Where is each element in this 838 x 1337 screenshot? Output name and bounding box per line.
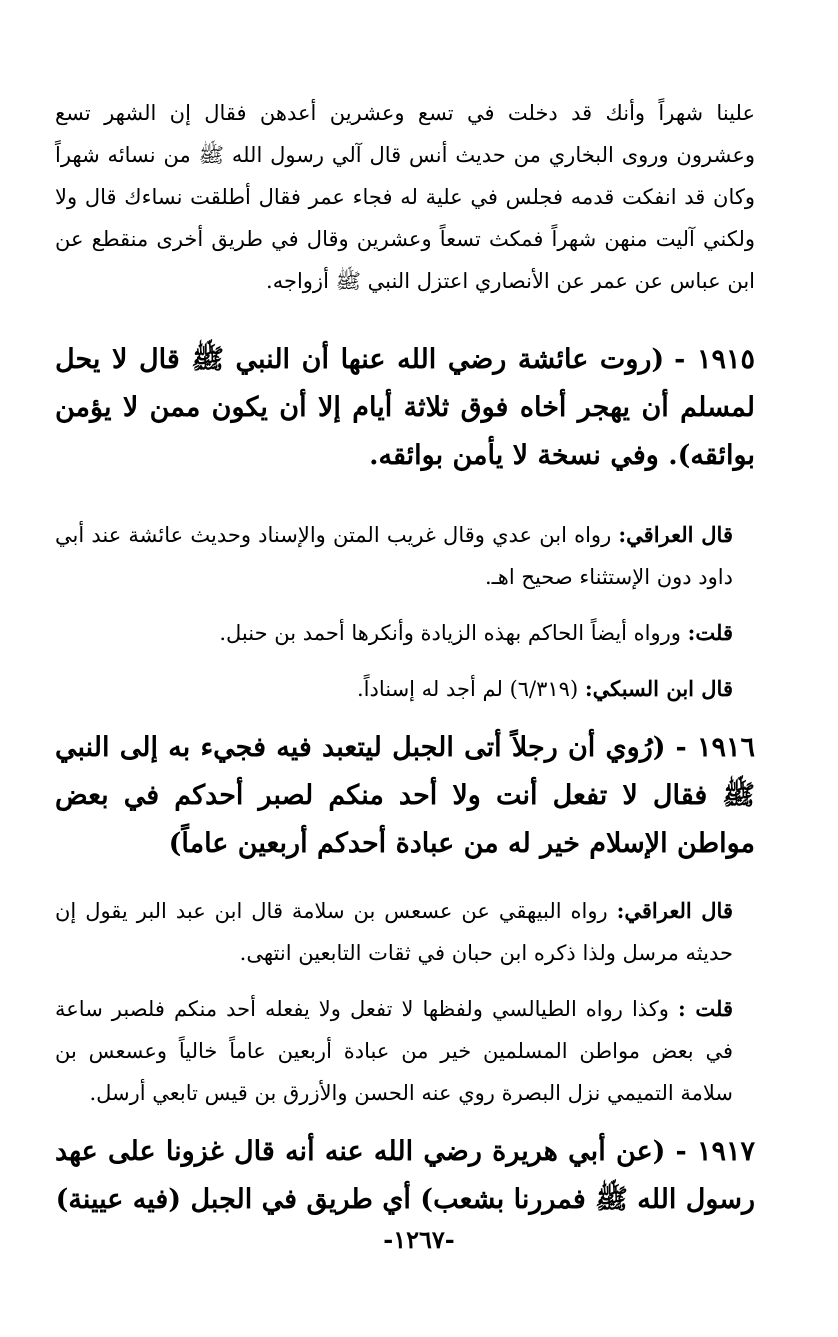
commentary-paragraph bbox=[55, 92, 755, 302]
hadith-1915 bbox=[55, 336, 755, 480]
commentary-iraqi-1916 bbox=[55, 890, 755, 974]
commentary-text: رواه ابن عدي وقال غريب المتن والإسناد وحديث عائشة عند أبي داود دون الإستثناء صحيح اهـ. bbox=[55, 523, 733, 589]
commentary-text: وكذا رواه الطيالسي ولفظها لا تفعل ولا يفعله أحد منكم فلصبر ساعة في بعض مواطن المسلمين خير من عبادة أربعين عاماً خالياً وعسعس بن سلامة التميمي نزل البصرة روي عنه الحسن والأزرق بن قيس تابعي أرسل. bbox=[55, 997, 733, 1105]
hadith-number: ١٩١٥ - bbox=[674, 344, 755, 375]
hadith-text: (روت عائشة رضي الله عنها أن النبي ﷺ قال لا يحل لمسلم أن يهجر أخاه فوق ثلاثة أيام إلا أن يكون ممن لا يؤمن بوائقه). وفي نسخة لا يأمن بوائقه. bbox=[55, 344, 755, 471]
hadith-text: (رُوي أن رجلاً أتى الجبل ليتعبد فيه فجيء به إلى النبي ﷺ فقال لا تفعل أنت ولا أحد منكم لصبر أحدكم في بعض مواطن الإسلام خير له من عبادة أحدكم أربعين عاماً) bbox=[55, 732, 755, 859]
commentary-iraqi-1915 bbox=[55, 514, 755, 598]
hadith-1917 bbox=[55, 1128, 755, 1224]
commentary-label: قال العراقي: bbox=[616, 898, 733, 923]
commentary-label: قلت: bbox=[687, 620, 733, 645]
page-number: -١٢٦٧- bbox=[383, 1225, 455, 1254]
commentary-qultu-1916 bbox=[55, 988, 755, 1114]
page-body bbox=[55, 92, 755, 1224]
hadith-text: (عن أبي هريرة رضي الله عنه أنه قال غزونا على عهد رسول الله ﷺ فمررنا بشعب) أي طريق في الجبل (فيه عيينة) bbox=[55, 1136, 755, 1215]
commentary-text: رواه البيهقي عن عسعس بن سلامة قال ابن عبد البر يقول إن حديثه مرسل ولذا ذكره ابن حبان في ثقات التابعين انتهى. bbox=[55, 899, 733, 965]
commentary-qultu-1915 bbox=[55, 612, 755, 654]
hadith-number: ١٩١٧ - bbox=[675, 1136, 755, 1167]
commentary-label: قال ابن السبكي: bbox=[584, 676, 733, 701]
commentary-text: (٦/٣١٩) لم أجد له إسناداً. bbox=[356, 677, 579, 701]
commentary-text: ورواه أيضاً الحاكم بهذه الزيادة وأنكرها أحمد بن حنبل. bbox=[219, 621, 681, 645]
commentary-label: قلت : bbox=[677, 996, 733, 1021]
hadith-1916 bbox=[55, 724, 755, 868]
commentary-label: قال العراقي: bbox=[618, 522, 733, 547]
hadith-number: ١٩١٦ - bbox=[675, 732, 755, 763]
commentary-text: علينا شهراً وأنك قد دخلت في تسع وعشرين أعدهن فقال إن الشهر تسع وعشرون وروى البخاري من حديث أنس قال آلي رسول الله ﷺ من نسائه شهراً وكان قد انفكت قدمه فجلس في علية له فجاء عمر فقال أطلقت نساءك قال ولا ولكني آليت منهن شهراً فمكث تسعاً وعشرين وقال في طريق أخرى منقطع عن ابن عباس عن عمر عن الأنصاري اعتزل النبي ﷺ أزواجه. bbox=[55, 101, 755, 293]
commentary-subki-1915 bbox=[55, 668, 755, 710]
